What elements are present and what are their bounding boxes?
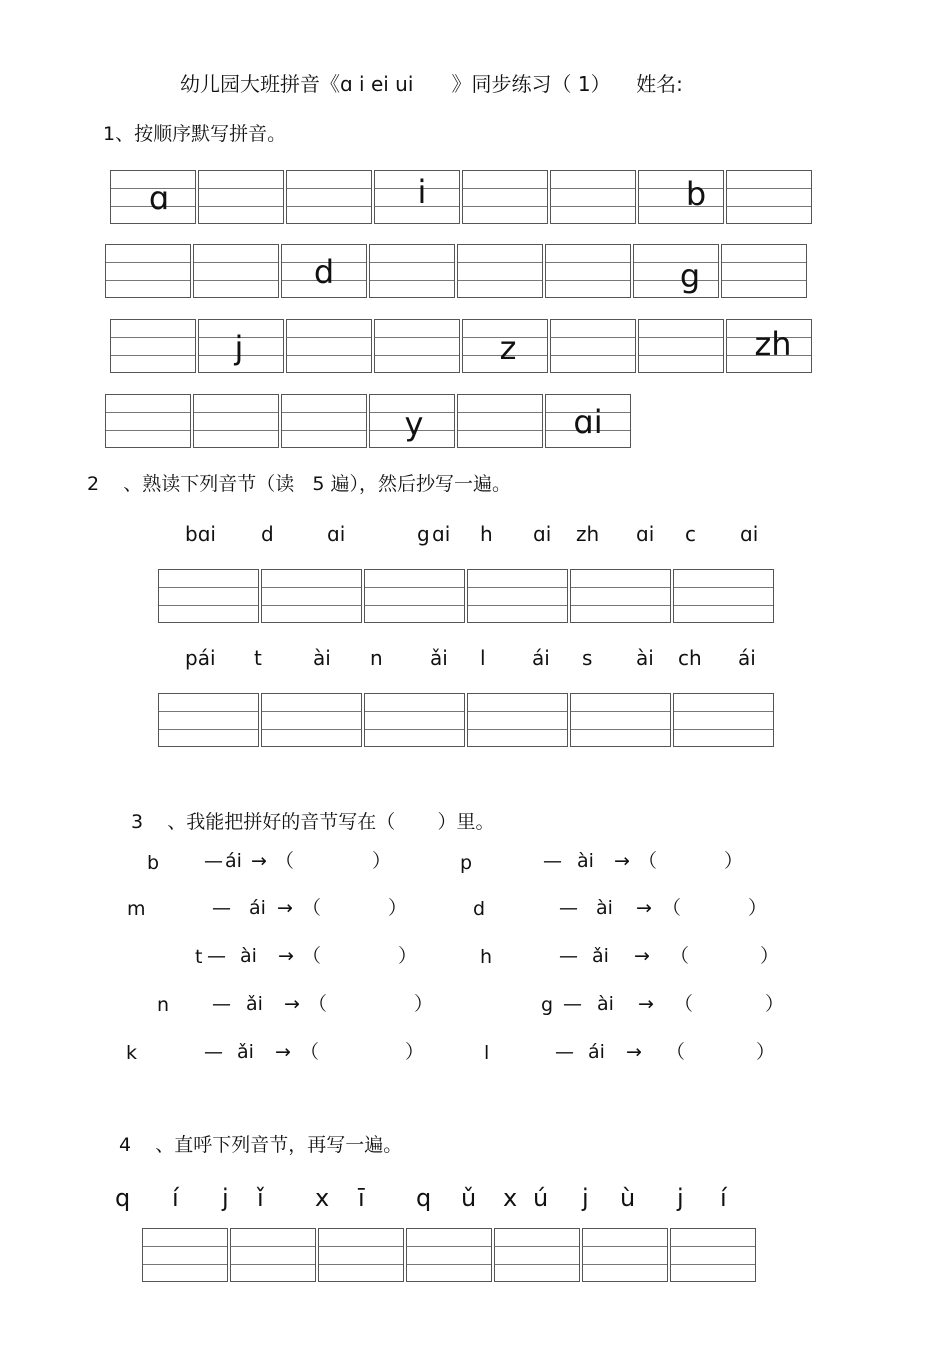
syllable-text: pái [185, 646, 216, 670]
final-syllable: ǎi [246, 993, 263, 1015]
syllable-text: ch [678, 646, 702, 670]
syllable-text: j [582, 1184, 589, 1212]
syllable-text: ǔ [461, 1184, 477, 1212]
final-syllable: ái [225, 850, 242, 872]
syllable-text: ú [533, 1184, 549, 1212]
initial-letter: p [460, 852, 473, 874]
grid-cell[interactable] [286, 170, 372, 224]
grid-cell[interactable] [158, 569, 259, 623]
syllable-text: ɑi [533, 522, 552, 546]
final-syllable: ái [588, 1041, 605, 1063]
writing-grid-row-3[interactable] [110, 319, 814, 373]
grid-cell[interactable] [110, 319, 196, 373]
syllable-text: q [416, 1184, 432, 1212]
syllable-text: ɑi [327, 522, 346, 546]
grid-cell[interactable] [494, 1228, 580, 1282]
initial-letter: g [541, 994, 554, 1016]
dash: — [555, 1041, 574, 1063]
writing-grid-row-7[interactable] [142, 1228, 758, 1282]
answer-bracket-open: （ [662, 897, 682, 919]
arrow-icon: → [251, 850, 267, 872]
syllable-text: d [261, 522, 274, 546]
final-syllable: ái [249, 897, 266, 919]
syllable-text: í [172, 1184, 179, 1212]
syllable-text: ɑi [636, 522, 655, 546]
initial-letter: k [126, 1042, 138, 1064]
arrow-icon: → [626, 1041, 642, 1063]
answer-bracket-open: （ [300, 1041, 320, 1063]
grid-cell[interactable] [230, 1228, 316, 1282]
section-1-heading: 1、按顺序默写拼音。 [103, 123, 287, 145]
final-syllable: ài [597, 993, 614, 1015]
final-syllable: ǎi [237, 1041, 254, 1063]
grid-cell[interactable] [570, 569, 671, 623]
syllable-text: bɑi [185, 522, 216, 546]
initial-letter: d [473, 898, 486, 920]
grid-cell[interactable] [364, 569, 465, 623]
grid-cell[interactable] [582, 1228, 668, 1282]
initial-letter: n [157, 994, 170, 1016]
arrow-icon: → [634, 945, 650, 967]
section-3-heading: 3 、我能把拼好的音节写在（ ）里。 [131, 811, 495, 833]
arrow-icon: → [277, 897, 293, 919]
grid-cell[interactable] [726, 170, 812, 224]
arrow-icon: → [278, 945, 294, 967]
syllable-text: j [222, 1184, 229, 1212]
arrow-icon: → [284, 993, 300, 1015]
arrow-icon: → [638, 993, 654, 1015]
answer-bracket-close: ） [760, 945, 780, 967]
grid-cell[interactable] [457, 394, 543, 448]
dash: — [559, 897, 578, 919]
grid-cell[interactable] [374, 319, 460, 373]
arrow-icon: → [614, 850, 630, 872]
answer-bracket-close: ） [765, 993, 785, 1015]
grid-cell[interactable] [673, 693, 774, 747]
worksheet-title: 幼儿园大班拼音《ɑ i ei ui 》同步练习（ 1） 姓名: [180, 72, 683, 96]
section-2-heading: 2 、熟读下列音节（读 5 遍），然后抄写一遍。 [87, 473, 511, 495]
initial-letter: l [484, 1042, 490, 1064]
grid-cell[interactable] [550, 170, 636, 224]
grid-cell[interactable] [467, 569, 568, 623]
answer-bracket-open: （ [638, 850, 658, 872]
writing-grid-row-1[interactable] [110, 170, 814, 224]
grid-cell[interactable] [193, 394, 279, 448]
grid-cell[interactable] [158, 693, 259, 747]
answer-bracket-open: （ [275, 850, 295, 872]
answer-bracket-close: ） [724, 850, 744, 872]
syllable-text: s [582, 646, 593, 670]
grid-cell[interactable] [105, 394, 191, 448]
writing-grid-row-4[interactable] [105, 394, 633, 448]
syllable-text: x [315, 1184, 330, 1212]
answer-bracket-close: ） [405, 1041, 425, 1063]
syllable-text: ɑi [432, 522, 451, 546]
syllable-text: ù [620, 1184, 636, 1212]
syllable-text: g [417, 522, 430, 546]
dash: — [559, 945, 578, 967]
syllable-text: t [254, 646, 262, 670]
grid-cell[interactable] [550, 319, 636, 373]
answer-bracket-close: ） [388, 897, 408, 919]
dash: — [207, 945, 226, 967]
grid-cell[interactable] [193, 244, 279, 298]
grid-cell[interactable] [364, 693, 465, 747]
writing-grid-row-5[interactable] [158, 569, 776, 623]
answer-bracket-close: ） [414, 993, 434, 1015]
grid-cell[interactable] [406, 1228, 492, 1282]
syllable-text: ái [532, 646, 550, 670]
dash: — [212, 897, 231, 919]
grid-cell[interactable] [570, 693, 671, 747]
syllable-text: ɑi [740, 522, 759, 546]
dash: — [204, 850, 223, 872]
grid-cell[interactable] [721, 244, 807, 298]
syllable-text: í [720, 1184, 727, 1212]
final-syllable: ài [240, 945, 257, 967]
syllable-text: x [503, 1184, 518, 1212]
syllable-text: ài [636, 646, 654, 670]
final-syllable: ǎi [592, 945, 609, 967]
grid-cell[interactable] [670, 1228, 756, 1282]
grid-cell[interactable] [261, 693, 362, 747]
initial-letter: b [147, 852, 160, 874]
grid-cell[interactable] [462, 170, 548, 224]
dash: — [204, 1041, 223, 1063]
arrow-icon: → [636, 897, 652, 919]
answer-bracket-open: （ [670, 945, 690, 967]
answer-bracket-open: （ [308, 993, 328, 1015]
grid-cell[interactable] [638, 319, 724, 373]
initial-letter: t [195, 946, 203, 968]
grid-cell[interactable] [261, 569, 362, 623]
grid-cell[interactable] [105, 244, 191, 298]
grid-cell[interactable] [467, 693, 568, 747]
grid-cell[interactable] [369, 244, 455, 298]
final-syllable: ài [596, 897, 613, 919]
arrow-icon: → [275, 1041, 291, 1063]
syllable-text: n [370, 646, 383, 670]
syllable-text: ái [738, 646, 756, 670]
dash: — [212, 993, 231, 1015]
answer-bracket-close: ） [398, 945, 418, 967]
initial-letter: m [127, 898, 146, 920]
final-syllable: ài [577, 850, 594, 872]
answer-bracket-close: ） [372, 850, 392, 872]
grid-cell[interactable] [545, 244, 631, 298]
grid-cell[interactable] [281, 394, 367, 448]
writing-grid-row-2[interactable] [105, 244, 809, 298]
syllable-text: ǐ [257, 1184, 264, 1212]
syllable-text: zh [576, 522, 600, 546]
answer-bracket-open: （ [302, 897, 322, 919]
answer-bracket-open: （ [666, 1041, 686, 1063]
grid-cell[interactable] [198, 170, 284, 224]
syllable-text: l [480, 646, 486, 670]
grid-cell[interactable] [673, 569, 774, 623]
grid-cell[interactable] [638, 170, 724, 224]
syllable-text: ǎi [430, 646, 448, 670]
syllable-text: h [480, 522, 493, 546]
grid-cell[interactable] [286, 319, 372, 373]
answer-bracket-open: （ [674, 993, 694, 1015]
section-4-heading: 4 、直呼下列音节，再写一遍。 [119, 1134, 403, 1156]
grid-cell[interactable] [457, 244, 543, 298]
answer-bracket-close: ） [756, 1041, 776, 1063]
dash: — [563, 993, 582, 1015]
syllable-text: ài [313, 646, 331, 670]
writing-grid-row-6[interactable] [158, 693, 776, 747]
syllable-text: c [685, 522, 696, 546]
grid-cell[interactable] [142, 1228, 228, 1282]
grid-cell[interactable] [633, 244, 719, 298]
syllable-text: q [115, 1184, 131, 1212]
answer-bracket-close: ） [748, 897, 768, 919]
syllable-text: j [677, 1184, 684, 1212]
syllable-text: ī [358, 1184, 365, 1212]
answer-bracket-open: （ [302, 945, 322, 967]
grid-cell[interactable] [318, 1228, 404, 1282]
dash: — [543, 850, 562, 872]
initial-letter: h [480, 946, 493, 968]
